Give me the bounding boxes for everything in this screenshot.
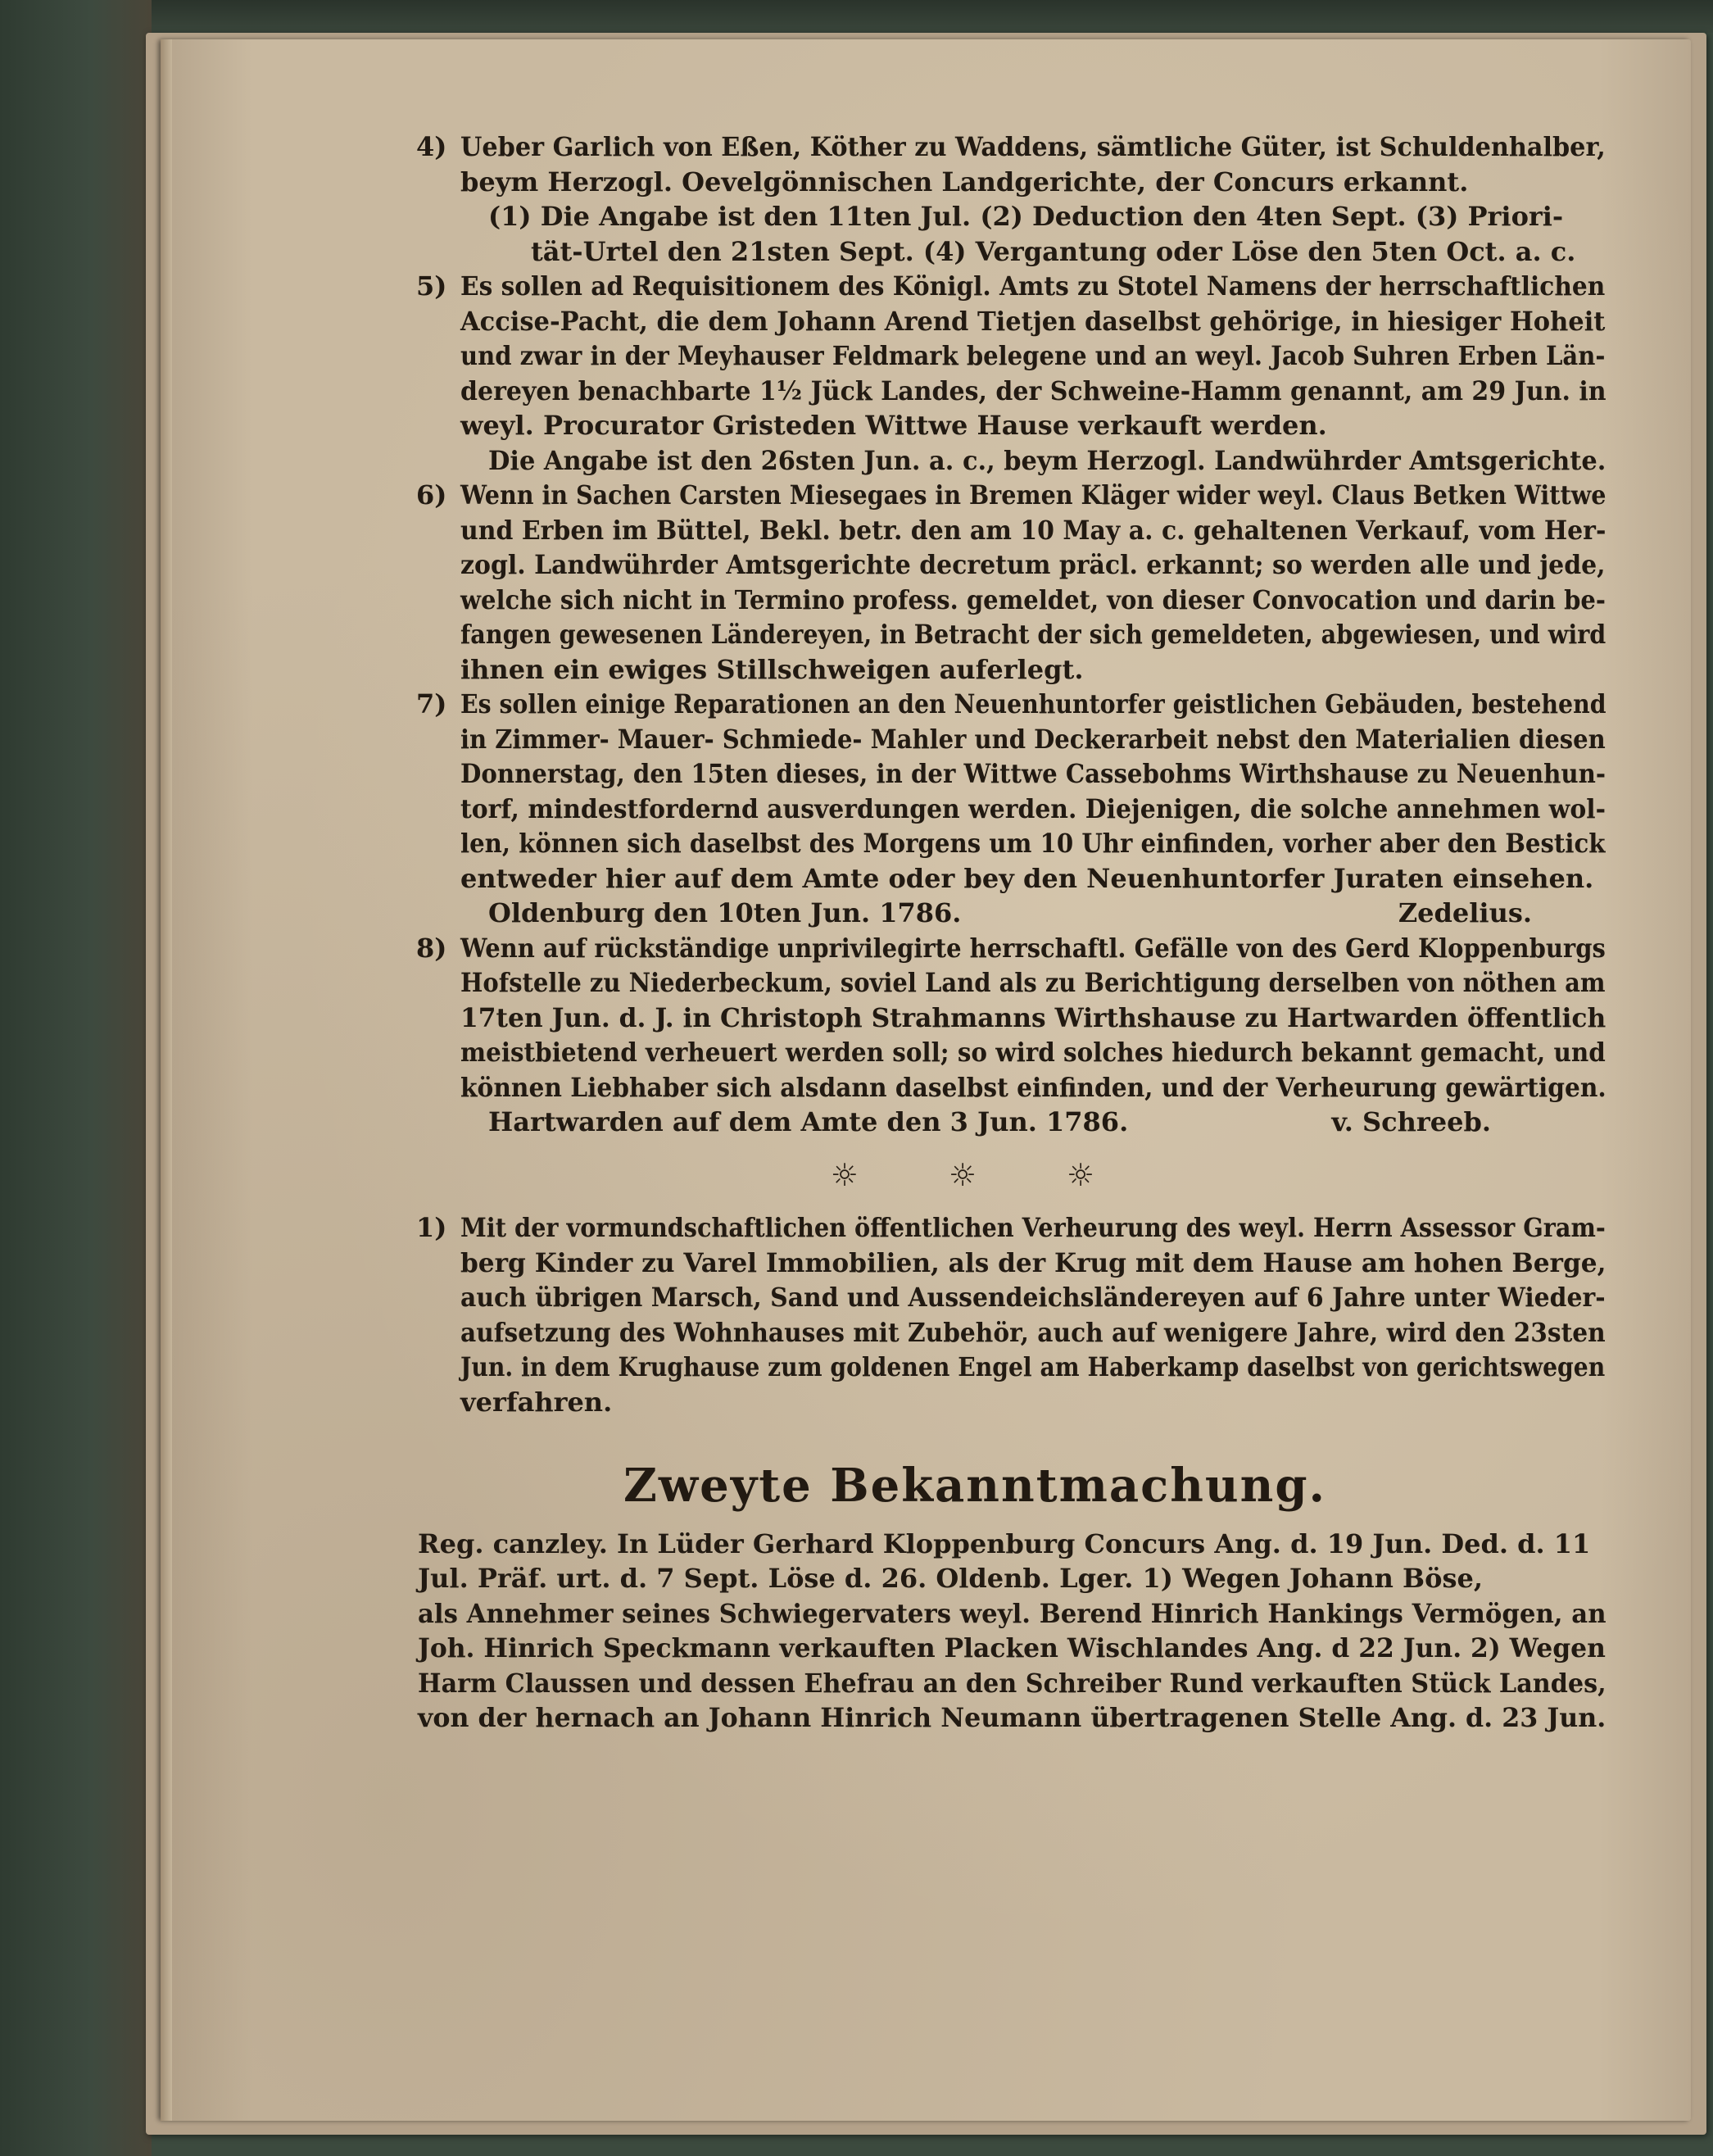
text-line: beym Herzogl. Oevelgönnischen Landgerichte, der Concurs erkannt.: [460, 166, 1469, 197]
text-line: berg Kinder zu Varel Immobilien, als der Krug mit dem Hause am hohen Berge,: [460, 1246, 1607, 1278]
notice-entry-8: [418, 931, 1606, 1140]
signature-name: Zedelius.: [1398, 897, 1532, 928]
text-line: meistbietend verheuert werden soll; so wird solches hiedurch bekannt gemacht, und: [460, 1037, 1606, 1068]
page-text: [418, 129, 1606, 1736]
section-divider-ornaments: [418, 1158, 1606, 1193]
text-line: ihnen ein ewiges Stillschweigen auferlegt.: [460, 653, 1084, 685]
text-line: aufsetzung des Wohnhauses mit Zubehör, auch auf wenigere Jahre, wird den 23sten: [460, 1316, 1606, 1348]
text-line: auch übrigen Marsch, Sand und Aussendeichsländereyen auf 6 Jahre unter Wieder-: [460, 1282, 1606, 1313]
entry-number: 5): [416, 270, 447, 302]
text-line: 17ten Jun. d. J. in Christoph Strahmanns Wirthshause zu Hartwarden öffentlich: [460, 1001, 1607, 1033]
text-line: Mit der vormundschaftlichen öffentlichen Verheurung des weyl. Herrn Assessor Gram-: [460, 1212, 1606, 1243]
text-line: Wenn auf rückständige unprivilegirte herrschaftl. Gefälle von des Gerd Kloppenburgs: [460, 932, 1606, 964]
text-line: können Liebhaber sich alsdann daselbst einfinden, und der Verheurung gewärtigen.: [460, 1071, 1607, 1103]
signature-place-date: Hartwarden auf dem Amte den 3 Jun. 1786.: [488, 1106, 1129, 1137]
scanner-background: [0, 0, 1713, 33]
signature-row: [460, 1105, 1606, 1140]
sun-ornament-icon: ☼: [948, 1156, 977, 1193]
announcement-paragraph: [418, 1527, 1606, 1736]
text-line: Donnerstag, den 15ten dieses, in der Wittwe Cassebohms Wirthshause zu Neuenhun-: [460, 758, 1607, 789]
notice-entry-5: [418, 269, 1606, 478]
text-line: und zwar in der Meyhauser Feldmark belegene und an weyl. Jacob Suhren Erben Län-: [460, 340, 1606, 371]
text-line: Jul. Präf. urt. d. 7 Sept. Löse d. 26. Oldenb. Lger. 1) Wegen Johann Böse,: [418, 1563, 1483, 1594]
notice-entry-7: [418, 687, 1606, 931]
signature-name: v. Schreeb.: [1331, 1106, 1491, 1137]
signature-row: [460, 896, 1606, 931]
entry-number: 8): [416, 932, 447, 964]
text-line: Hofstelle zu Niederbeckum, soviel Land als zu Berichtigung derselben von nöthen am: [460, 967, 1606, 998]
entry-number: 4): [416, 131, 447, 162]
text-line: verfahren.: [460, 1386, 613, 1418]
text-line: Ueber Garlich von Eßen, Köther zu Waddens, sämtliche Güter, ist Schuldenhalber,: [460, 131, 1606, 162]
text-line: weyl. Procurator Gristeden Wittwe Hause verkauft werden.: [460, 410, 1327, 441]
notice-entry-4: [418, 129, 1606, 269]
text-line: Harm Claussen und dessen Ehefrau an den Schreiber Rund verkauften Stück Landes,: [418, 1667, 1607, 1699]
notice-entry-6: [418, 478, 1606, 687]
text-line: Es sollen einige Reparationen an den Neuenhuntorfer geistlichen Gebäuden, bestehend: [460, 688, 1607, 719]
text-line: Wenn in Sachen Carsten Miesegaes in Bremen Kläger wider weyl. Claus Betken Wittwe: [460, 479, 1607, 511]
entry-number: 1): [416, 1212, 447, 1243]
entry-number: 6): [416, 479, 447, 511]
text-line: zogl. Landwührder Amtsgerichte decretum präcl. erkannt; so werden alle und jede,: [460, 549, 1606, 580]
text-line: len, können sich daselbst des Morgens um 10 Uhr einfinden, vorher aber den Bestick: [460, 828, 1606, 859]
page-fold-shadow: [161, 39, 172, 2121]
sun-ornament-icon: ☼: [830, 1156, 859, 1193]
text-line: Accise-Pacht, die dem Johann Arend Tietjen daselbst gehörige, in hiesiger Hoheit: [460, 305, 1606, 337]
section-heading: Zweyte Bekanntmachung.: [623, 1459, 1327, 1513]
sun-ornament-icon: ☼: [1067, 1156, 1095, 1193]
text-line: dereyen benachbarte 1½ Jück Landes, der Schweine-Hamm genannt, am 29 Jun. in: [460, 374, 1607, 406]
text-line: Joh. Hinrich Speckmann verkauften Placken Wischlandes Ang. d 22 Jun. 2) Wegen: [418, 1632, 1606, 1664]
text-line: Die Angabe ist den 26sten Jun. a. c., beym Herzogl. Landwührder Amtsgerichte.: [488, 444, 1607, 476]
text-line: in Zimmer- Mauer- Schmiede- Mahler und Deckerarbeit nebst den Materialien diesen: [460, 723, 1606, 755]
text-line: von der hernach an Johann Hinrich Neumann übertragenen Stelle Ang. d. 23 Jun.: [418, 1702, 1607, 1733]
text-line: Reg. canzley. In Lüder Gerhard Kloppenburg Concurs Ang. d. 19 Jun. Ded. d. 11: [418, 1527, 1591, 1559]
text-line: als Annehmer seines Schwiegervaters weyl. Berend Hinrich Hankings Vermögen, an: [418, 1597, 1607, 1629]
entry-number: 7): [416, 688, 447, 719]
text-line: fangen gewesenen Ländereyen, in Betracht der sich gemeldeten, abgewiesen, und wird: [460, 619, 1607, 650]
text-line: Es sollen ad Requisitionem des Königl. Amts zu Stotel Namens der herrschaftlichen: [460, 270, 1606, 302]
text-line: torf, mindestfordernd ausverdungen werden. Diejenigen, die solche annehmen wol-: [460, 792, 1606, 824]
text-line: welche sich nicht in Termino profess. gemeldet, von dieser Convocation und darin be-: [460, 583, 1606, 615]
notice-entry-1: [418, 1210, 1606, 1419]
text-line: entweder hier auf dem Amte oder bey den Neuenhuntorfer Juraten einsehen.: [460, 862, 1594, 894]
text-line: Jun. in dem Krughause zum goldenen Engel am Haberkamp daselbst von gerichtswegen: [460, 1351, 1606, 1382]
text-line: (1) Die Angabe ist den 11ten Jul. (2) Deduction den 4ten Sept. (3) Priori-: [488, 201, 1564, 232]
book-binding-edge: [0, 0, 152, 2156]
signature-place-date: Oldenburg den 10ten Jun. 1786.: [488, 897, 962, 928]
text-line: tät-Urtel den 21sten Sept. (4) Vergantung oder Löse den 5ten Oct. a. c.: [531, 235, 1576, 267]
text-line: und Erben im Büttel, Bekl. betr. den am 10 May a. c. gehaltenen Verkauf, vom Her-: [460, 514, 1607, 546]
